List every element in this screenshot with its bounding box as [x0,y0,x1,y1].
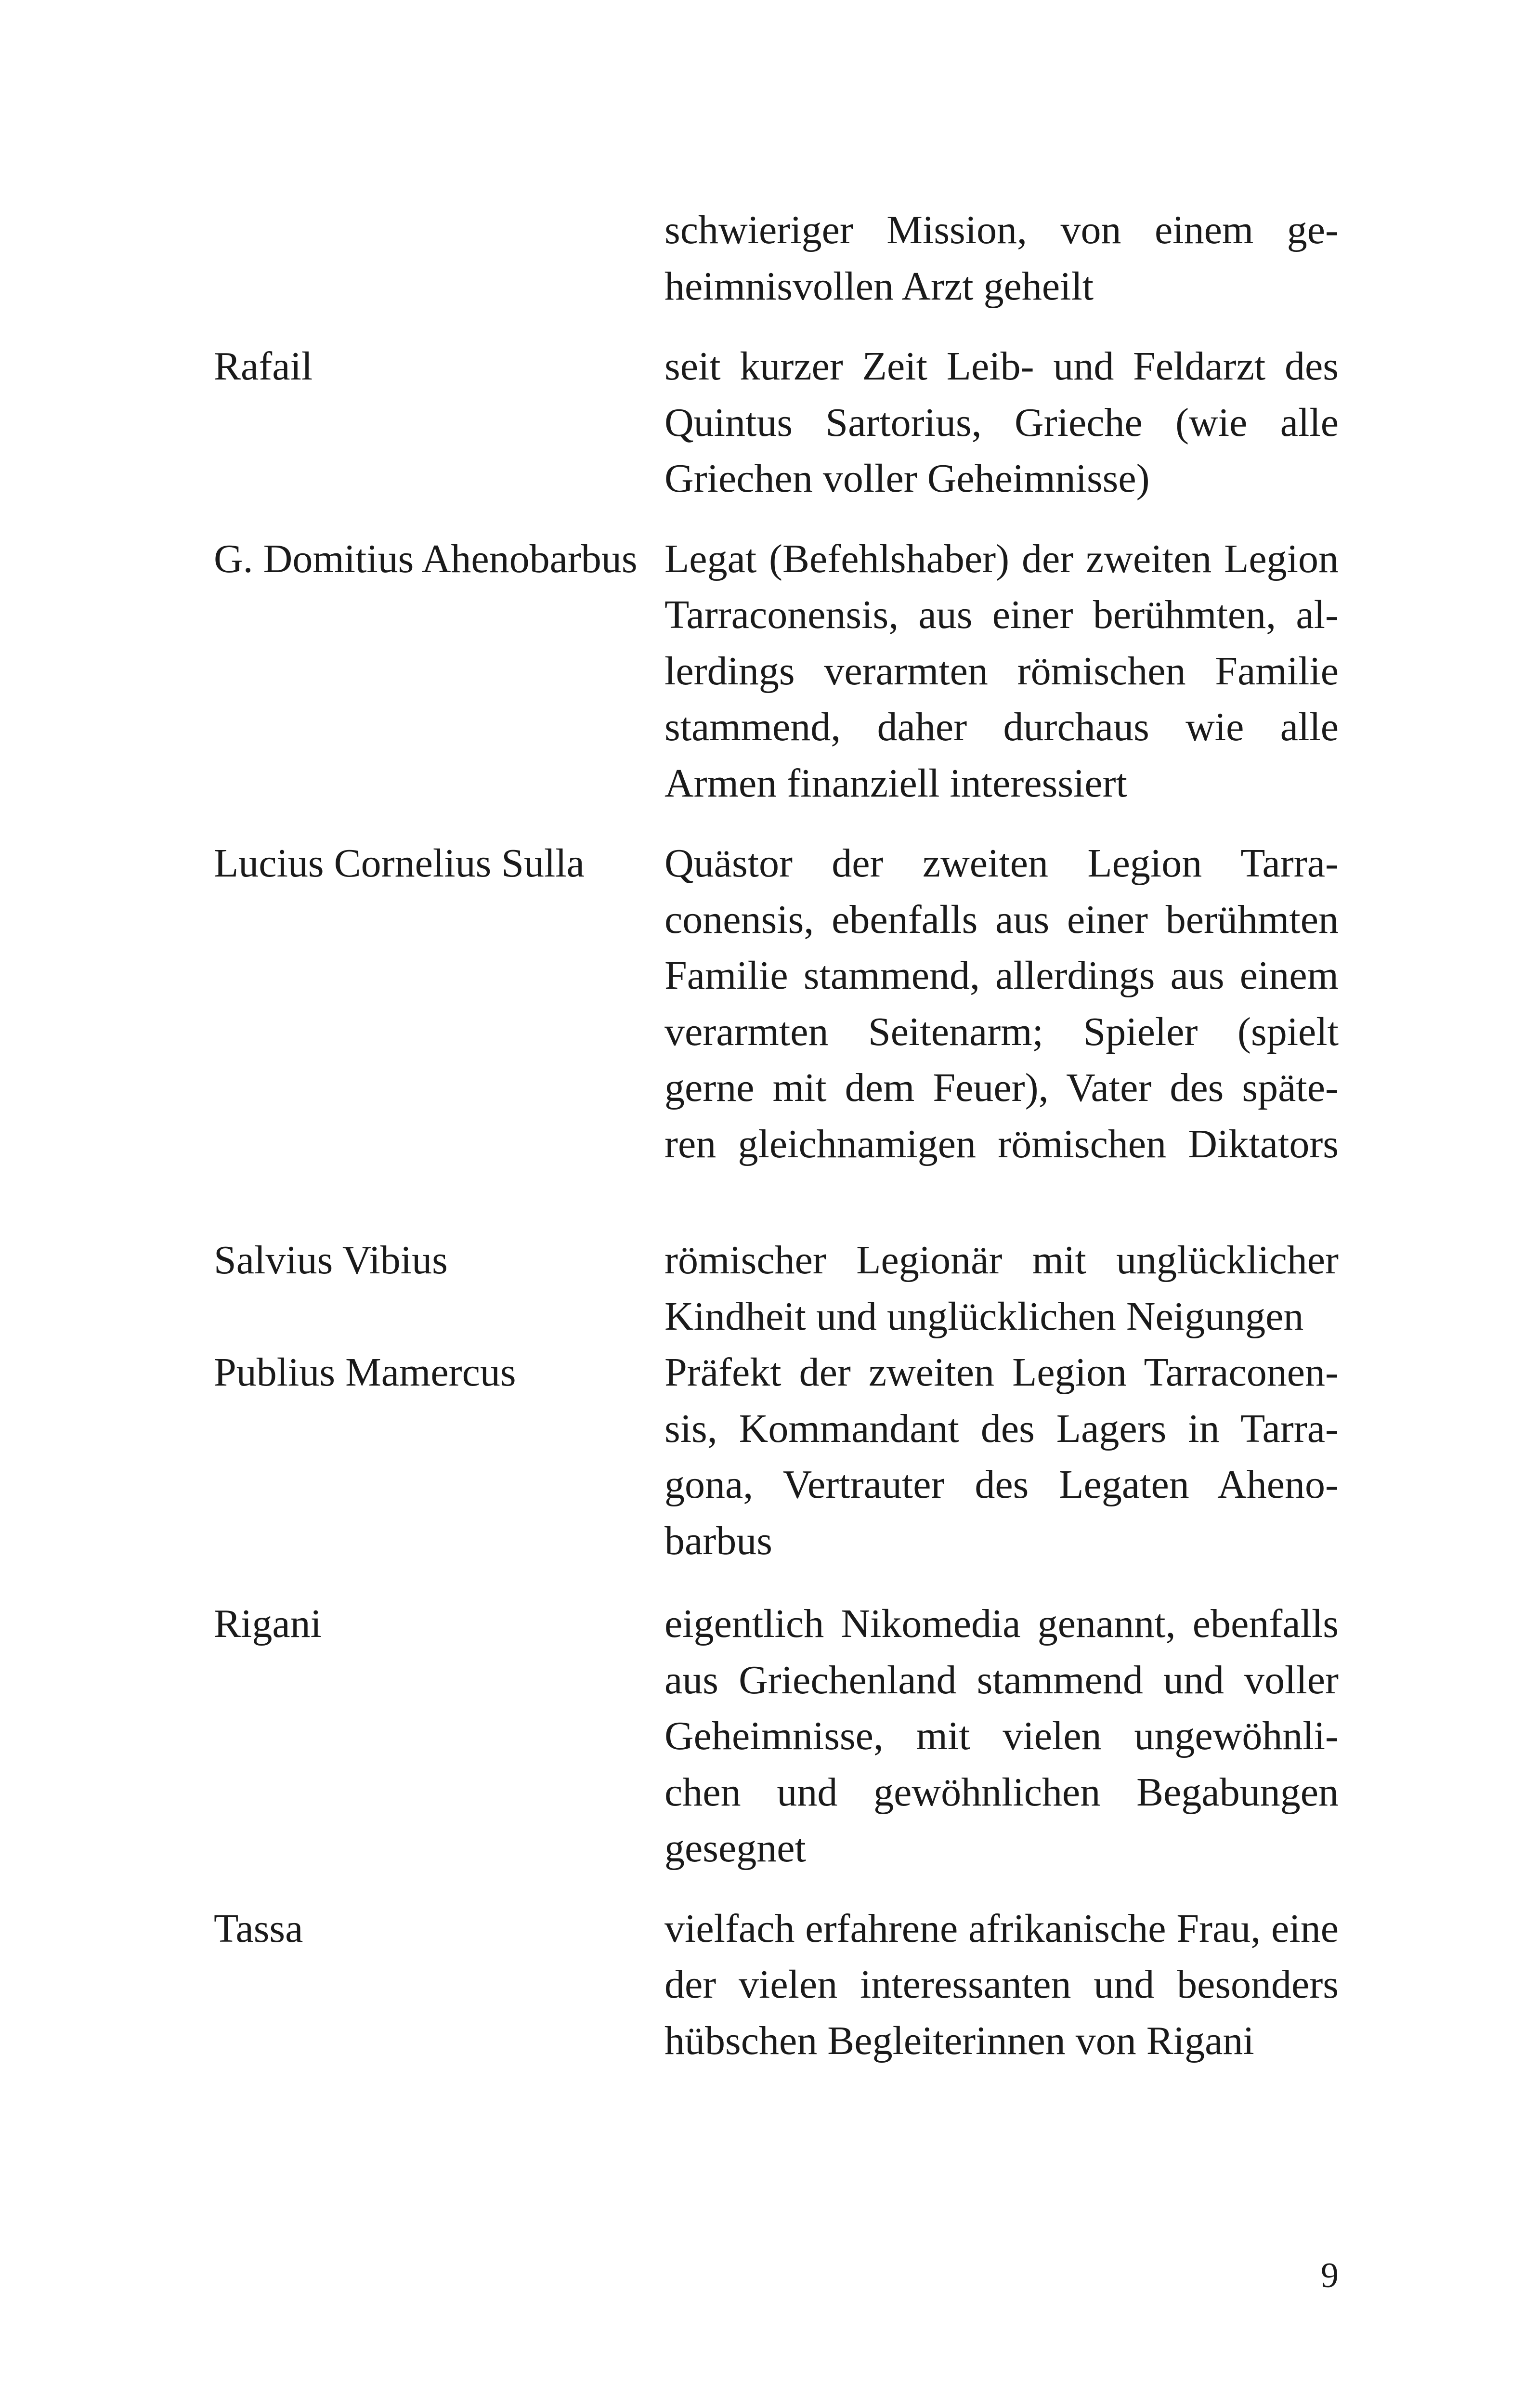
character-entry [214,1345,1339,1569]
character-name: Publius Mamercus [214,1350,516,1395]
character-entry [214,836,1339,1172]
character-name: Rafail [214,344,313,389]
description-line: chen und gewöhnlichen Begabungen [664,1769,1339,1815]
character-entry [214,1901,1339,2069]
description-line: ren gleichnamigen römischen Diktators [664,1121,1339,1166]
character-name: Salvius Vibius [214,1238,448,1283]
description-line: seit kurzer Zeit Leib- und Feldarzt des [664,344,1339,389]
description-line: der vielen interessanten und besonders [664,1962,1339,2007]
description-line: Armen finanziell interessiert [664,760,1127,806]
description-line: aus Griechenland stammend und voller [664,1657,1339,1702]
description-line: hübschen Begleiterinnen von Rigani [664,2018,1254,2063]
description-line: heimnisvollen Arzt geheilt [664,263,1094,309]
description-line: gesegnet [664,1826,806,1871]
description-line: Präfekt der zweiten Legion Tarraconen- [664,1350,1339,1395]
character-entry [214,1596,1339,1877]
description-line: conensis, ebenfalls aus einer berühmten [664,897,1339,942]
description-line: gona, Vertrauter des Legaten Aheno- [664,1462,1339,1507]
description-line: Quintus Sartorius, Grieche (wie alle [664,400,1339,445]
character-list [214,202,1339,2069]
character-description [664,1232,1339,1345]
character-description [664,1901,1339,2069]
description-line: Legat (Befehlshaber) der zweiten Legion [664,536,1339,581]
description-line: Tarraconensis, aus einer berühmten, al- [664,592,1339,637]
character-description [664,339,1339,507]
description-line: stammend, daher durchaus wie alle [664,705,1339,749]
description-line: schwieriger Mission, von einem ge- [664,208,1339,252]
character-entry [214,531,1339,812]
description-line: Geheimnisse, mit vielen ungewöhnli- [664,1714,1339,1758]
description-line: Griechen voller Geheimnisse) [664,456,1150,501]
page-number: 9 [1321,2256,1339,2295]
character-entry [214,1232,1339,1345]
character-name: Tassa [214,1906,303,1951]
description-line: gerne mit dem Feuer), Vater des späte- [664,1065,1339,1110]
character-description [664,202,1339,314]
description-line: Quästor der zweiten Legion Tarra- [664,841,1339,886]
character-name: Rigani [214,1601,322,1646]
description-line: barbus [664,1518,772,1563]
character-name: Lucius Cornelius Sulla [214,841,585,886]
description-line: vielfach erfahrene afrikanische Frau, eine [664,1906,1339,1951]
description-line: lerdings verarmten römischen Familie [664,648,1339,694]
character-entry [214,202,1339,314]
character-description [664,1345,1339,1569]
description-line: verarmten Seitenarm; Spieler (spielt [664,1009,1339,1054]
description-line: sis, Kommandant des Lagers in Tarra- [664,1406,1339,1451]
description-line: Familie stammend, allerdings aus einem [664,953,1339,998]
character-name: G. Domitius Ahenobarbus [214,536,638,581]
character-description [664,1596,1339,1877]
character-entry [214,339,1339,507]
description-line: Kindheit und unglücklichen Neigungen [664,1294,1304,1339]
description-line: eigentlich Nikomedia genannt, ebenfalls [664,1601,1339,1646]
character-description [664,836,1339,1172]
description-line: römischer Legionär mit unglücklicher [664,1238,1339,1283]
character-description [664,531,1339,812]
